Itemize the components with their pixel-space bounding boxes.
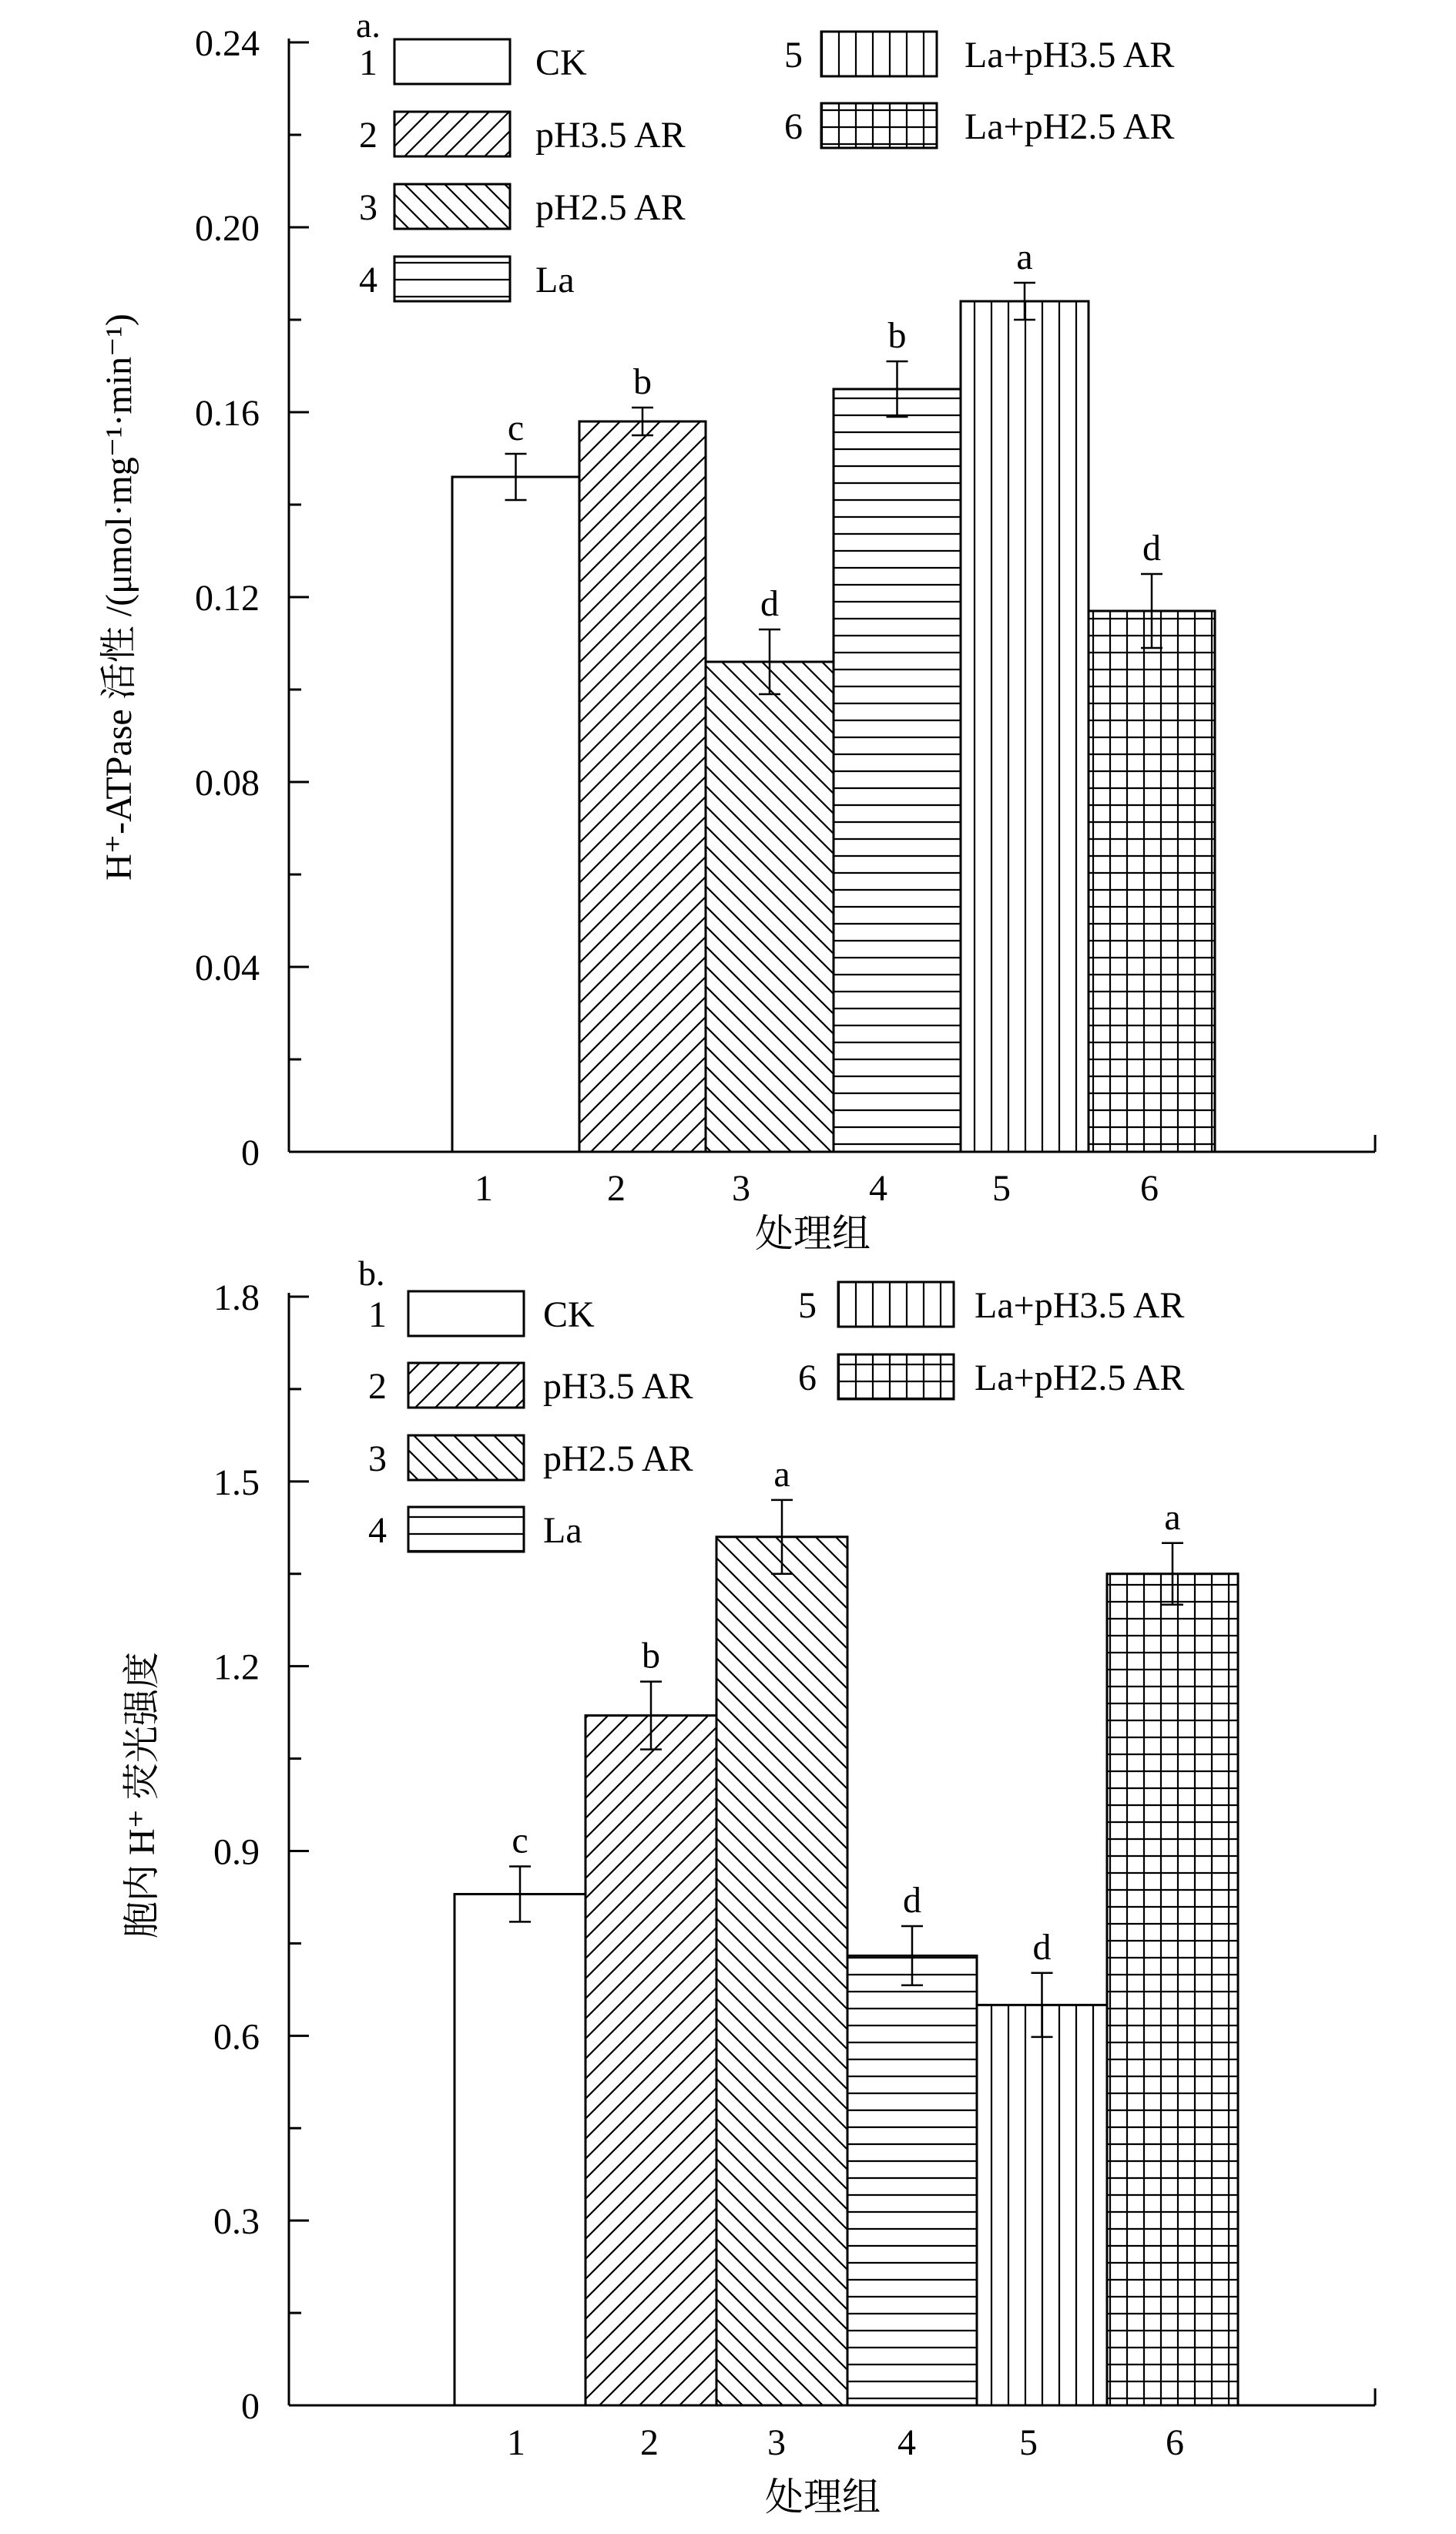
bar-6 bbox=[1089, 611, 1215, 1152]
y-axis-title: 胞内 H⁺ 荧光强度 bbox=[122, 1651, 163, 1939]
legend-swatch bbox=[408, 1507, 524, 1552]
bar-5 bbox=[961, 301, 1089, 1152]
legend-swatch bbox=[394, 184, 510, 229]
legend-swatch bbox=[394, 39, 510, 84]
x-tick-label: 6 bbox=[1140, 1168, 1159, 1209]
legend-number: 4 bbox=[368, 1510, 387, 1551]
legend-label: La+pH2.5 AR bbox=[975, 1358, 1185, 1398]
significance-letter: d bbox=[903, 1880, 921, 1921]
legend-label: La+pH3.5 AR bbox=[975, 1285, 1185, 1326]
legend-number: 4 bbox=[359, 260, 377, 300]
y-tick-label: 0 bbox=[241, 2386, 260, 2427]
y-tick-label: 0.9 bbox=[213, 1831, 260, 1873]
y-tick-label: 0.04 bbox=[195, 948, 260, 988]
legend-number: 3 bbox=[359, 187, 377, 228]
y-tick-label: 1.2 bbox=[213, 1646, 260, 1688]
legend-number: 3 bbox=[368, 1438, 387, 1479]
bar-6 bbox=[1107, 1574, 1238, 2405]
x-tick-label: 2 bbox=[640, 2422, 659, 2463]
legend-number: 2 bbox=[368, 1366, 387, 1407]
legend-swatch bbox=[408, 1435, 524, 1480]
x-tick-label: 5 bbox=[1019, 2422, 1038, 2463]
legend-number: 1 bbox=[368, 1294, 387, 1335]
x-tick-label: 3 bbox=[732, 1168, 750, 1209]
legend-number: 6 bbox=[784, 106, 803, 147]
x-tick-label: 2 bbox=[607, 1168, 626, 1209]
bar-1 bbox=[452, 477, 579, 1152]
y-tick-label: 0.08 bbox=[195, 763, 260, 804]
y-tick-label: 0.3 bbox=[213, 2201, 260, 2243]
panel-a-chart bbox=[99, 5, 1375, 1255]
significance-letter: b bbox=[887, 315, 907, 356]
y-tick-label: 0.12 bbox=[195, 578, 260, 619]
legend-swatch bbox=[408, 1291, 524, 1336]
legend-label: pH3.5 AR bbox=[535, 115, 686, 156]
panel-b-chart bbox=[122, 1254, 1375, 2519]
x-tick-label: 6 bbox=[1166, 2422, 1184, 2463]
legend-label: La bbox=[535, 260, 575, 300]
x-tick-label: 5 bbox=[992, 1168, 1011, 1209]
legend-number: 2 bbox=[359, 115, 377, 156]
bar-2 bbox=[579, 421, 706, 1152]
x-tick-label: 1 bbox=[475, 1168, 493, 1209]
y-tick-label: 0.6 bbox=[213, 2016, 260, 2058]
legend-swatch bbox=[838, 1282, 954, 1327]
significance-letter: a bbox=[1164, 1496, 1181, 1538]
legend-label: pH2.5 AR bbox=[543, 1438, 693, 1479]
legend-swatch bbox=[408, 1363, 524, 1408]
y-tick-label: 0.24 bbox=[195, 23, 260, 64]
panel-label: b. bbox=[358, 1254, 385, 1293]
legend-swatch bbox=[838, 1354, 954, 1399]
y-axis-title: H⁺-ATPase 活性 /(μmol·mg⁻¹·min⁻¹) bbox=[99, 314, 139, 881]
x-tick-label: 4 bbox=[897, 2422, 916, 2463]
legend-number: 5 bbox=[798, 1285, 817, 1326]
legend-number: 1 bbox=[359, 42, 377, 83]
legend-label: pH2.5 AR bbox=[535, 187, 686, 228]
panel-label: a. bbox=[356, 5, 381, 45]
significance-letter: a bbox=[773, 1453, 790, 1495]
legend-label: La bbox=[543, 1510, 582, 1551]
legend-swatch bbox=[821, 32, 937, 76]
y-tick-label: 0.20 bbox=[195, 208, 260, 249]
bar-1 bbox=[455, 1894, 585, 2405]
significance-letter: a bbox=[1016, 237, 1033, 277]
x-tick-label: 4 bbox=[869, 1168, 887, 1209]
legend-label: CK bbox=[535, 42, 587, 83]
significance-letter: d bbox=[1032, 1926, 1052, 1968]
x-tick-label: 1 bbox=[507, 2422, 525, 2463]
legend-number: 6 bbox=[798, 1358, 817, 1398]
legend-number: 5 bbox=[784, 35, 803, 76]
y-tick-label: 1.5 bbox=[213, 1462, 260, 1503]
bar-2 bbox=[585, 1716, 716, 2405]
y-tick-label: 0.16 bbox=[195, 393, 260, 434]
x-axis-title: 处理组 bbox=[765, 2475, 881, 2519]
significance-letter: c bbox=[512, 1820, 528, 1861]
significance-letter: b bbox=[633, 361, 652, 402]
x-axis-title: 处理组 bbox=[755, 1212, 871, 1255]
legend-swatch bbox=[821, 103, 937, 148]
bar-3 bbox=[716, 1537, 847, 2405]
legend-label: La+pH3.5 AR bbox=[965, 35, 1175, 76]
bar-4 bbox=[847, 1955, 977, 2405]
legend-label: La+pH2.5 AR bbox=[965, 106, 1175, 147]
significance-letter: d bbox=[760, 583, 779, 624]
y-tick-label: 0 bbox=[241, 1133, 260, 1173]
bar-3 bbox=[706, 662, 834, 1152]
legend-label: pH3.5 AR bbox=[543, 1366, 693, 1407]
legend-swatch bbox=[394, 257, 510, 301]
bar-5 bbox=[977, 2005, 1107, 2405]
x-tick-label: 3 bbox=[767, 2422, 786, 2463]
significance-letter: d bbox=[1142, 528, 1161, 569]
significance-letter: c bbox=[507, 408, 525, 448]
significance-letter: b bbox=[642, 1635, 660, 1676]
legend-swatch bbox=[394, 112, 510, 156]
y-tick-label: 1.8 bbox=[213, 1277, 260, 1318]
legend-label: CK bbox=[543, 1294, 595, 1335]
bar-4 bbox=[834, 389, 961, 1152]
